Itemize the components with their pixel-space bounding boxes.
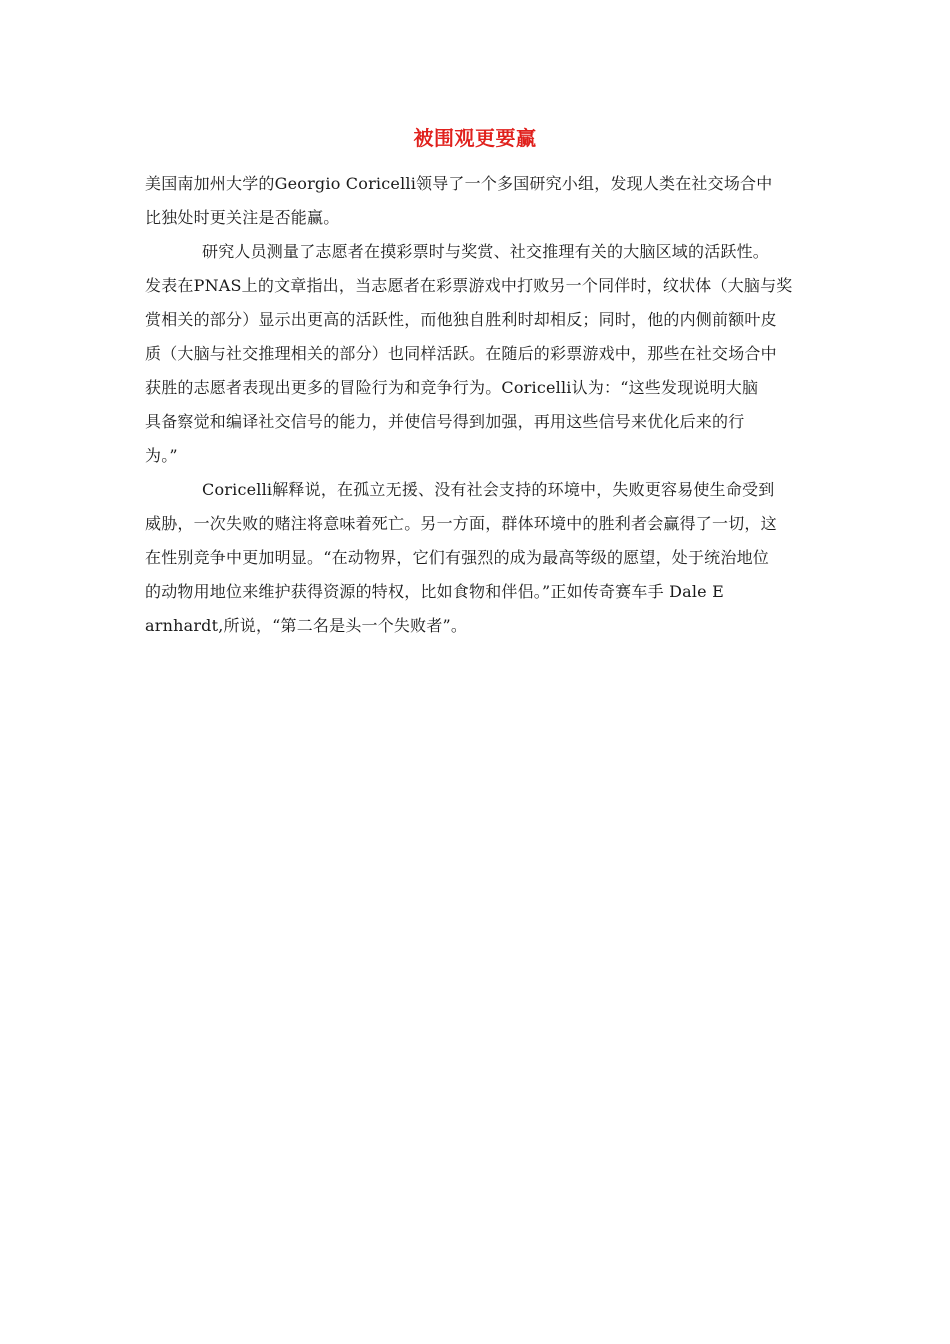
document-title: 被围观更要赢 — [413, 126, 537, 150]
paragraph-line: arnhardt,所说，“第二名是头一个失败者”。 — [145, 616, 468, 635]
paragraph-2 — [145, 238, 809, 476]
paragraph-line: 威胁，一次失败的赌注将意味着死亡。另一方面，群体环境中的胜利者会赢得了一切，这 — [145, 514, 777, 533]
paragraph-line: Coricelli解释说，在孤立无援、没有社会支持的环境中，失败更容易使生命受到 — [202, 480, 775, 499]
paragraph-line: 的动物用地位来维护获得资源的特权，比如食物和伴侣。”正如传奇赛车手 Dale E — [145, 582, 724, 601]
paragraph-line: 质（大脑与社交推理相关的部分）也同样活跃。在随后的彩票游戏中，那些在社交场合中 — [145, 344, 777, 363]
paragraph-3 — [145, 476, 809, 646]
paragraph-line: 为。” — [145, 446, 178, 465]
document-body — [145, 170, 809, 646]
paragraph-line: 在性别竞争中更加明显。“在动物界，它们有强烈的成为最高等级的愿望，处于统治地位 — [145, 548, 769, 567]
paragraph-line: 获胜的志愿者表现出更多的冒险行为和竞争行为。Coricelli认为：“这些发现说明大脑 — [145, 378, 759, 397]
paragraph-line: 具备察觉和编译社交信号的能力，并使信号得到加强，再用这些信号来优化后来的行 — [145, 412, 745, 431]
paragraph-line: 研究人员测量了志愿者在摸彩票时与奖赏、社交推理有关的大脑区域的活跃性。 — [202, 242, 770, 261]
paragraph-line: 美国南加州大学的Georgio Coricelli领导了一个多国研究小组，发现人类在社交场合中 — [145, 174, 773, 193]
paragraph-line: 比独处时更关注是否能赢。 — [145, 208, 340, 227]
paragraph-1 — [145, 170, 809, 238]
paragraph-line: 发表在PNAS上的文章指出，当志愿者在彩票游戏中打败另一个同伴时，纹状体（大脑与奖 — [145, 276, 793, 295]
paragraph-line: 赏相关的部分）显示出更高的活跃性，而他独自胜利时却相反；同时，他的内侧前额叶皮 — [145, 310, 777, 329]
